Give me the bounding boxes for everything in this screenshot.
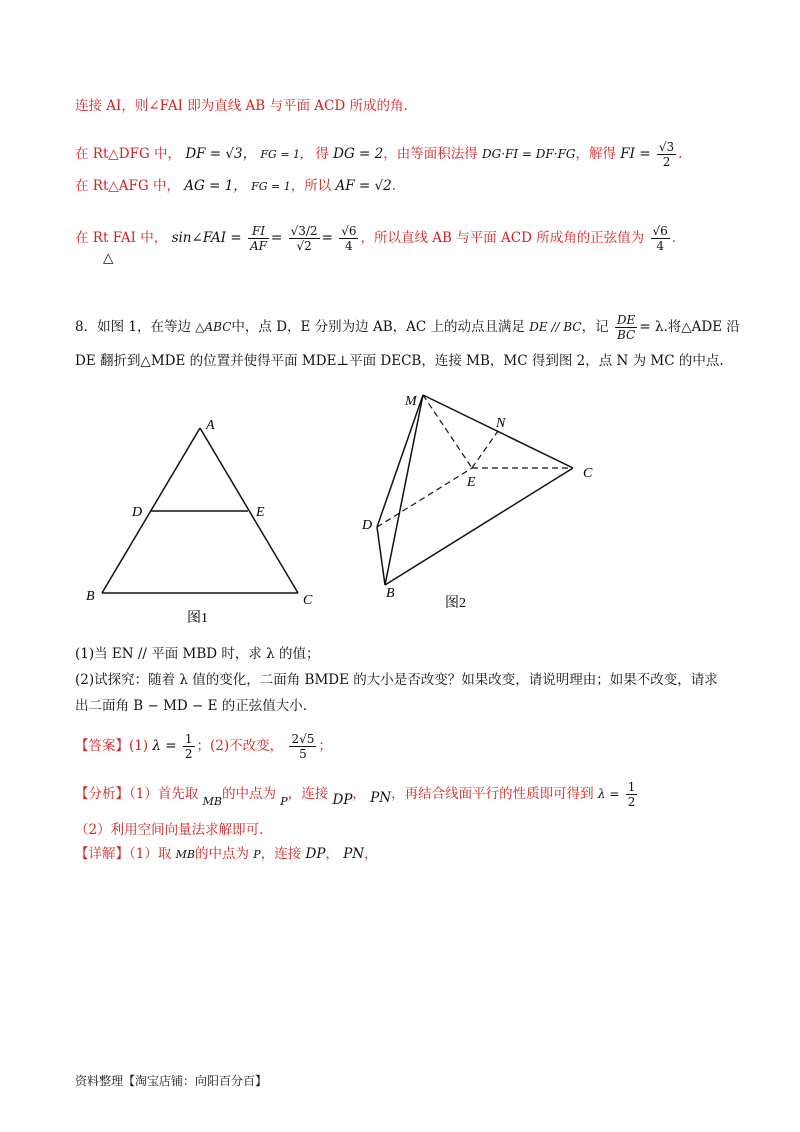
fig2-dashed-de — [377, 468, 472, 527]
fraction-lambda-half: $\frac{1}{2}$ — [184, 732, 193, 761]
fig2-edge-bc — [385, 468, 573, 585]
detail-line-1: 【详解】（1）取 MB的中点为 P，连接 DP， PN， — [75, 846, 378, 862]
fig2-label-m: M — [405, 394, 417, 409]
problem-line-1: 8．如图 1，在等边 △ABC中，点 D，E 分别为边 AB，AC 上的动点且满足 DE // BC，记 $\frac{DE}{BC}$ = λ.将△ADE 沿 — [75, 313, 740, 342]
solution-line-1: 连接 AI，则∠FAI 即为直线 AB 与平面 ACD 所成的角. — [75, 98, 408, 114]
fig1-label-a: A — [206, 418, 215, 433]
figure-2 — [355, 385, 615, 615]
answer-line: 【答案】(1) λ = $\frac{1}{2}$ ；(2)不改变， $\frac{2√5}{5}$ ； — [75, 732, 332, 761]
problem-line-2: DE 翻折到△MDE 的位置并使得平面 MDE⊥平面 DECB，连接 MB，MC 得到图 2，点 N 为 MC 的中点. — [75, 353, 724, 369]
fig2-label-d: D — [362, 518, 373, 533]
page-footer: 资料整理【淘宝店铺：向阳百分百】 — [75, 1074, 268, 1088]
fig2-edge-mb — [385, 395, 423, 585]
fig2-dashed-me — [423, 395, 472, 468]
analysis-line-2: （2）利用空间向量法求解即可. — [75, 822, 264, 838]
fig1-label-d: D — [132, 505, 143, 520]
fig2-caption: 图2 — [445, 596, 466, 611]
solution-line-4: 在 Rt △ FAI 中， sin∠FAI = $\frac{FI}{AF}$ = $\frac{√3/2}{√2}$ = $\frac{√6}{4}$ ，所以直线 AB 与平面 ACD 所成角的正弦值为 $\frac{√6}{4}$ . — [75, 224, 677, 266]
question-2-line-2: 出二面角 B − MD − E 的正弦值大小. — [75, 698, 308, 714]
fig2-label-n: N — [496, 416, 506, 431]
question-2-line-1: (2)试探究：随着 λ 值的变化，二面角 BMDE 的大小是否改变？如果改变，请说明理由；如果不改变，请求 — [75, 672, 718, 688]
fig1-caption: 图1 — [187, 611, 208, 626]
fig2-edge-db — [377, 527, 385, 585]
fig1-label-e: E — [256, 505, 265, 520]
fraction-de-bc: $\frac{DE}{BC}$ — [616, 313, 636, 342]
solution-line-3: 在 Rt△AFG 中， AG = 1， FG = 1，所以 AF = √2. — [75, 178, 397, 194]
fig2-label-c: C — [583, 466, 593, 481]
fig1-label-b: B — [86, 589, 95, 604]
fraction-analysis-half: $\frac{1}{2}$ — [627, 780, 636, 809]
fig2-dashed-en — [472, 431, 498, 468]
analysis-line-1: 【分析】（1）首先取 $_{MB}$的中点为 $_P$，连接 DP， PN，再结合线面平行的性质即可得到 λ = $\frac{1}{2}$ — [75, 780, 636, 809]
fraction-root3-over-root2: $\frac{√3/2}{√2}$ — [290, 224, 318, 253]
fraction-2root5-over-5: $\frac{2√5}{5}$ — [291, 732, 315, 761]
fraction-fi-af: $\frac{FI}{AF}$ — [250, 224, 267, 253]
solution-line-2: 在 Rt△DFG 中， DF = √3， FG = 1， 得 DG = 2，由等面积法得 DG·FI = DF·FG，解得 FI = $\frac{√3}{2}$ . — [75, 140, 683, 169]
fig2-label-b: B — [386, 586, 395, 601]
fraction-root6-over-4: $\frac{√6}{4}$ — [341, 224, 357, 253]
fig1-label-c: C — [303, 593, 313, 608]
fraction-fi: $\frac{√3}{2}$ — [658, 140, 675, 169]
fig2-label-e: E — [467, 475, 476, 490]
figure-1 — [80, 410, 330, 630]
fraction-answer-root6-over-4: $\frac{√6}{4}$ — [652, 224, 668, 253]
question-1: (1)当 EN // 平面 MBD 时，求 λ 的值； — [75, 646, 320, 662]
